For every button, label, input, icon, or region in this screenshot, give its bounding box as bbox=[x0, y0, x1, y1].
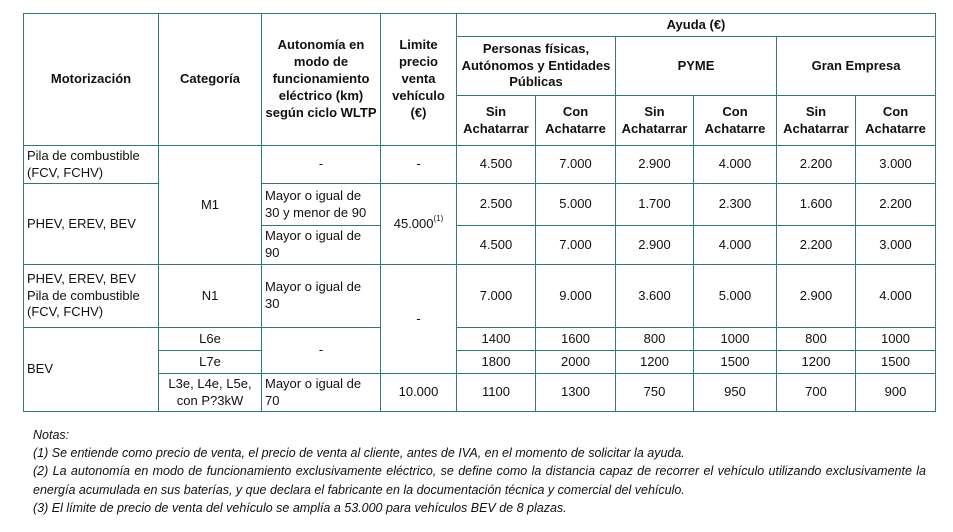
value-cell: 1.700 bbox=[616, 184, 694, 226]
header-categoria: Categoría bbox=[159, 14, 262, 146]
categoria-cell: L7e bbox=[159, 351, 262, 374]
value-cell: 4.000 bbox=[856, 265, 936, 328]
table-header bbox=[24, 14, 936, 146]
value-cell: 5.000 bbox=[694, 265, 777, 328]
value-cell: 4.000 bbox=[694, 226, 777, 265]
notes-section bbox=[33, 426, 926, 517]
autonomia-cell: Mayor o igual de 90 bbox=[262, 226, 381, 265]
header-sin-achatarrar: Sin Achatarrar bbox=[616, 96, 694, 146]
table-row bbox=[24, 265, 936, 328]
value-cell: 1000 bbox=[694, 328, 777, 351]
value-cell: 1500 bbox=[694, 351, 777, 374]
table-row bbox=[24, 374, 936, 412]
limite-cell bbox=[381, 184, 457, 265]
value-cell: 900 bbox=[856, 374, 936, 412]
value-cell: 3.600 bbox=[616, 265, 694, 328]
value-cell: 1200 bbox=[616, 351, 694, 374]
autonomia-cell: Mayor o igual de 30 y menor de 90 bbox=[262, 184, 381, 226]
header-sin-achatarrar: Sin Achatarrar bbox=[777, 96, 856, 146]
table-row bbox=[24, 351, 936, 374]
categoria-cell: L3e, L4e, L5e, con P?3kW bbox=[159, 374, 262, 412]
note-item: (1) Se entiende como precio de venta, el precio de venta al cliente, antes de IVA, en el momento de solicitar la ayuda. bbox=[33, 446, 685, 461]
header-gran-empresa: Gran Empresa bbox=[777, 37, 936, 96]
autonomia-cell: Mayor o igual de 70 bbox=[262, 374, 381, 412]
limite-cell: - bbox=[381, 146, 457, 184]
note-item: (2) La autonomía en modo de funcionamiento exclusivamente eléctrico, se define como la distancia capaz de recorrer el vehículo utilizando exclusivamente la energía acumulada en sus baterías, y que declara el fabricante en la documentación técnica y comercial del vehículo. bbox=[33, 464, 926, 497]
notes-title: Notas: bbox=[33, 428, 70, 442]
value-cell: 1000 bbox=[856, 328, 936, 351]
value-cell: 4.500 bbox=[457, 146, 536, 184]
value-cell: 1800 bbox=[457, 351, 536, 374]
limite-value: 45.000 bbox=[393, 215, 434, 231]
value-cell: 4.500 bbox=[457, 226, 536, 265]
categoria-cell: M1 bbox=[159, 146, 262, 265]
value-cell: 2.900 bbox=[777, 265, 856, 328]
value-cell: 7.000 bbox=[536, 226, 616, 265]
value-cell: 1500 bbox=[856, 351, 936, 374]
categoria-cell: L6e bbox=[159, 328, 262, 351]
autonomia-cell: - bbox=[262, 146, 381, 184]
limite-cell: 10.000 bbox=[381, 374, 457, 412]
value-cell: 750 bbox=[616, 374, 694, 412]
value-cell: 3.000 bbox=[856, 146, 936, 184]
header-con-achatarre: Con Achatarre bbox=[856, 96, 936, 146]
header-limite-precio: Limite precio venta vehículo (€) bbox=[381, 14, 457, 146]
motorizacion-cell: PHEV, EREV, BEV Pila de combustible (FCV, FCHV) bbox=[24, 265, 159, 328]
aid-table bbox=[23, 13, 936, 412]
motorizacion-cell: Pila de combustible (FCV, FCHV) bbox=[24, 146, 159, 184]
value-cell: 700 bbox=[777, 374, 856, 412]
value-cell: 1.600 bbox=[777, 184, 856, 226]
header-sin-achatarrar: Sin Achatarrar bbox=[457, 96, 536, 146]
value-cell: 4.000 bbox=[694, 146, 777, 184]
categoria-cell: N1 bbox=[159, 265, 262, 328]
motorizacion-cell: BEV bbox=[24, 328, 159, 412]
note-item: (3) El límite de precio de venta del vehículo se amplía a 53.000 para vehículos BEV de 8 plazas. bbox=[33, 500, 567, 515]
header-ayuda: Ayuda (€) bbox=[457, 14, 936, 37]
value-cell: 2.300 bbox=[694, 184, 777, 226]
motorizacion-cell: PHEV, EREV, BEV bbox=[24, 184, 159, 265]
table-row bbox=[24, 328, 936, 351]
value-cell: 2.900 bbox=[616, 226, 694, 265]
header-personas-fisicas: Personas físicas, Autónomos y Entidades Públicas bbox=[457, 37, 616, 96]
value-cell: 1300 bbox=[536, 374, 616, 412]
autonomia-cell: - bbox=[262, 328, 381, 374]
value-cell: 800 bbox=[777, 328, 856, 351]
header-pyme: PYME bbox=[616, 37, 777, 96]
value-cell: 2000 bbox=[536, 351, 616, 374]
header-con-achatarre: Con Achatarre bbox=[536, 96, 616, 146]
value-cell: 2.500 bbox=[457, 184, 536, 226]
header-con-achatarre: Con Achatarre bbox=[694, 96, 777, 146]
value-cell: 7.000 bbox=[457, 265, 536, 328]
value-cell: 2.900 bbox=[616, 146, 694, 184]
value-cell: 1400 bbox=[457, 328, 536, 351]
value-cell: 5.000 bbox=[536, 184, 616, 226]
value-cell: 7.000 bbox=[536, 146, 616, 184]
value-cell: 2.200 bbox=[777, 146, 856, 184]
value-cell: 9.000 bbox=[536, 265, 616, 328]
table-row bbox=[24, 146, 936, 184]
autonomia-cell: Mayor o igual de 30 bbox=[262, 265, 381, 328]
value-cell: 1200 bbox=[777, 351, 856, 374]
value-cell: 1600 bbox=[536, 328, 616, 351]
limite-cell: - bbox=[381, 265, 457, 374]
value-cell: 800 bbox=[616, 328, 694, 351]
value-cell: 2.200 bbox=[777, 226, 856, 265]
header-autonomia: Autonomía en modo de funcionamiento eléctrico (km) según ciclo WLTP bbox=[262, 14, 381, 146]
value-cell: 3.000 bbox=[856, 226, 936, 265]
value-cell: 2.200 bbox=[856, 184, 936, 226]
value-cell: 950 bbox=[694, 374, 777, 412]
footnote-marker: (1) bbox=[433, 213, 444, 223]
value-cell: 1100 bbox=[457, 374, 536, 412]
header-motorizacion: Motorización bbox=[24, 14, 159, 146]
